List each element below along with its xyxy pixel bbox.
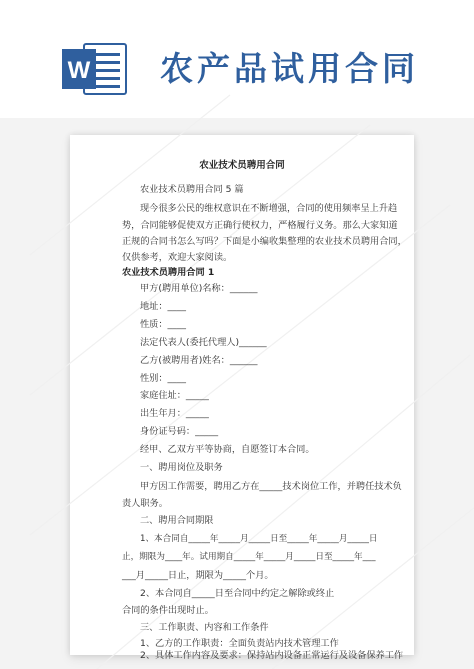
doc-line: 农业技术员聘用合同 5 篇 [140,184,244,195]
doc-line: 乙方(被聘用者)姓名：______ [140,355,258,366]
header-banner [0,0,474,130]
doc-line: 止，期限为____年。试用期自_____年_____月_____日至_____年___ [122,552,376,562]
document-title: 农业技术员聘用合同 [199,160,285,171]
doc-line: 性别：____ [140,373,186,384]
doc-line: ___月_____日止，期限为_____个月。 [122,570,274,581]
doc-line: 1、本合同自_____年_____月_____日至_____年_____月_____日 [140,534,378,544]
doc-line: 甲方(聘用单位)名称：______ [140,283,258,294]
doc-line: 甲方因工作需要，聘用乙方在_____技术岗位工作，并聘任技术负 [140,481,402,492]
svg-text:W: W [67,57,91,84]
doc-line: 性质：____ [140,319,186,330]
doc-line: 身份证号码：_____ [140,426,219,437]
doc-line: 现今很多公民的维权意识在不断增强，合同的使用频率呈上升趋 [140,203,398,214]
doc-line: 2、本合同自_____日至合同中约定之解除或终止 [140,588,335,599]
doc-heading: 农业技术员聘用合同 1 [122,267,215,278]
doc-line: 仅供参考，欢迎大家阅读。 [122,252,233,263]
doc-line: 合同的条件出现时止。 [122,605,214,616]
doc-line: 势，合同能够促使双方正确行使权力，严格履行义务。那么大家知道 [122,220,398,231]
doc-section-heading: 二、聘用合同期限 [140,515,214,526]
doc-section-heading: 一、聘用岗位及职务 [140,462,223,473]
doc-line: 正规的合同书怎么写吗？下面是小编收集整理的农业技术员聘用合同， [122,236,407,247]
banner-title: 农产品试用合同 [160,49,419,88]
doc-line: 2、具体工作内容及要求：保持站内设备正常运行及设备保养工作 [140,650,404,661]
document-page [70,135,414,661]
doc-line: 经甲、乙双方平等协商，自愿签订本合同。 [140,444,315,455]
word-icon [62,41,128,97]
document-body [70,135,414,661]
doc-section-heading: 三、工作职责、内容和工作条件 [140,622,269,633]
doc-line: 出生年月：_____ [140,408,209,419]
doc-line: 责人职务。 [122,498,168,509]
doc-line: 法定代表人(委托代理人)______ [140,337,267,348]
doc-line: 家庭住址：_____ [140,390,209,401]
doc-line: 1、乙方的工作职责：全面负责站内技术管理工作 [140,638,339,649]
doc-line: 地址：____ [140,301,186,312]
